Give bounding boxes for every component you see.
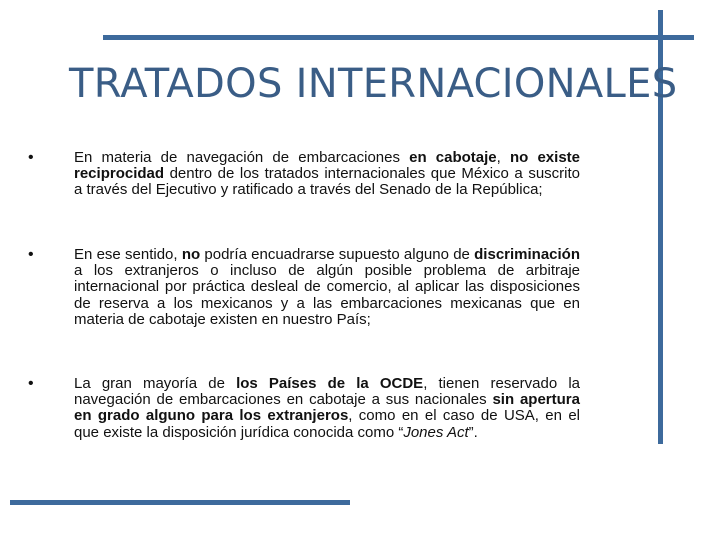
- bold-text-run: los Países de la OCDE: [236, 375, 424, 392]
- bold-text-run: sin apertura en grado alguno para los extranjeros: [74, 391, 580, 425]
- bullet-marker: •: [28, 246, 34, 263]
- text-run: En materia de navegación de embarcaciones: [74, 149, 410, 166]
- bold-text-run: no existe reciprocidad: [74, 149, 580, 183]
- text-run: , tienen reservado la navegación de embarcaciones en cabotaje a sus nacionales: [74, 375, 580, 409]
- text-run: ,: [496, 149, 510, 166]
- bullet-marker: •: [28, 149, 34, 166]
- italic-text-run: Jones Act: [403, 423, 469, 441]
- text-run: En ese sentido,: [74, 246, 182, 263]
- text-run: podría encuadrarse supuesto alguno de: [200, 246, 475, 263]
- bold-text-run: en cabotaje: [409, 149, 497, 166]
- bullet-text: [74, 247, 580, 328]
- text-run: , como en el caso de USA, en el que existe la disposición jurídica conocida como “: [74, 407, 580, 441]
- bullet-text: [74, 150, 580, 199]
- slide-title: TRATADOS INTERNACIONALES: [69, 61, 678, 107]
- bullet-text: [74, 376, 580, 441]
- bullet-marker: •: [28, 375, 34, 392]
- text-run: ”.: [468, 423, 478, 441]
- bold-text-run: discriminación: [474, 246, 581, 263]
- text-run: dentro de los tratados internacionales que México a suscrito a través del Ejecutivo y ratificado a través del Senado de la República;: [74, 165, 580, 199]
- text-run: La gran mayoría de: [74, 375, 237, 392]
- bold-text-run: no: [181, 246, 201, 263]
- text-run: a los extranjeros o incluso de algún posible problema de arbitraje internacional por práctica desleal de comercio, al aplicar las disposiciones de reserva a los mexicanos y a las embarcaciones mexicanas que en materia de cabotaje existen en nuestro País;: [74, 262, 580, 328]
